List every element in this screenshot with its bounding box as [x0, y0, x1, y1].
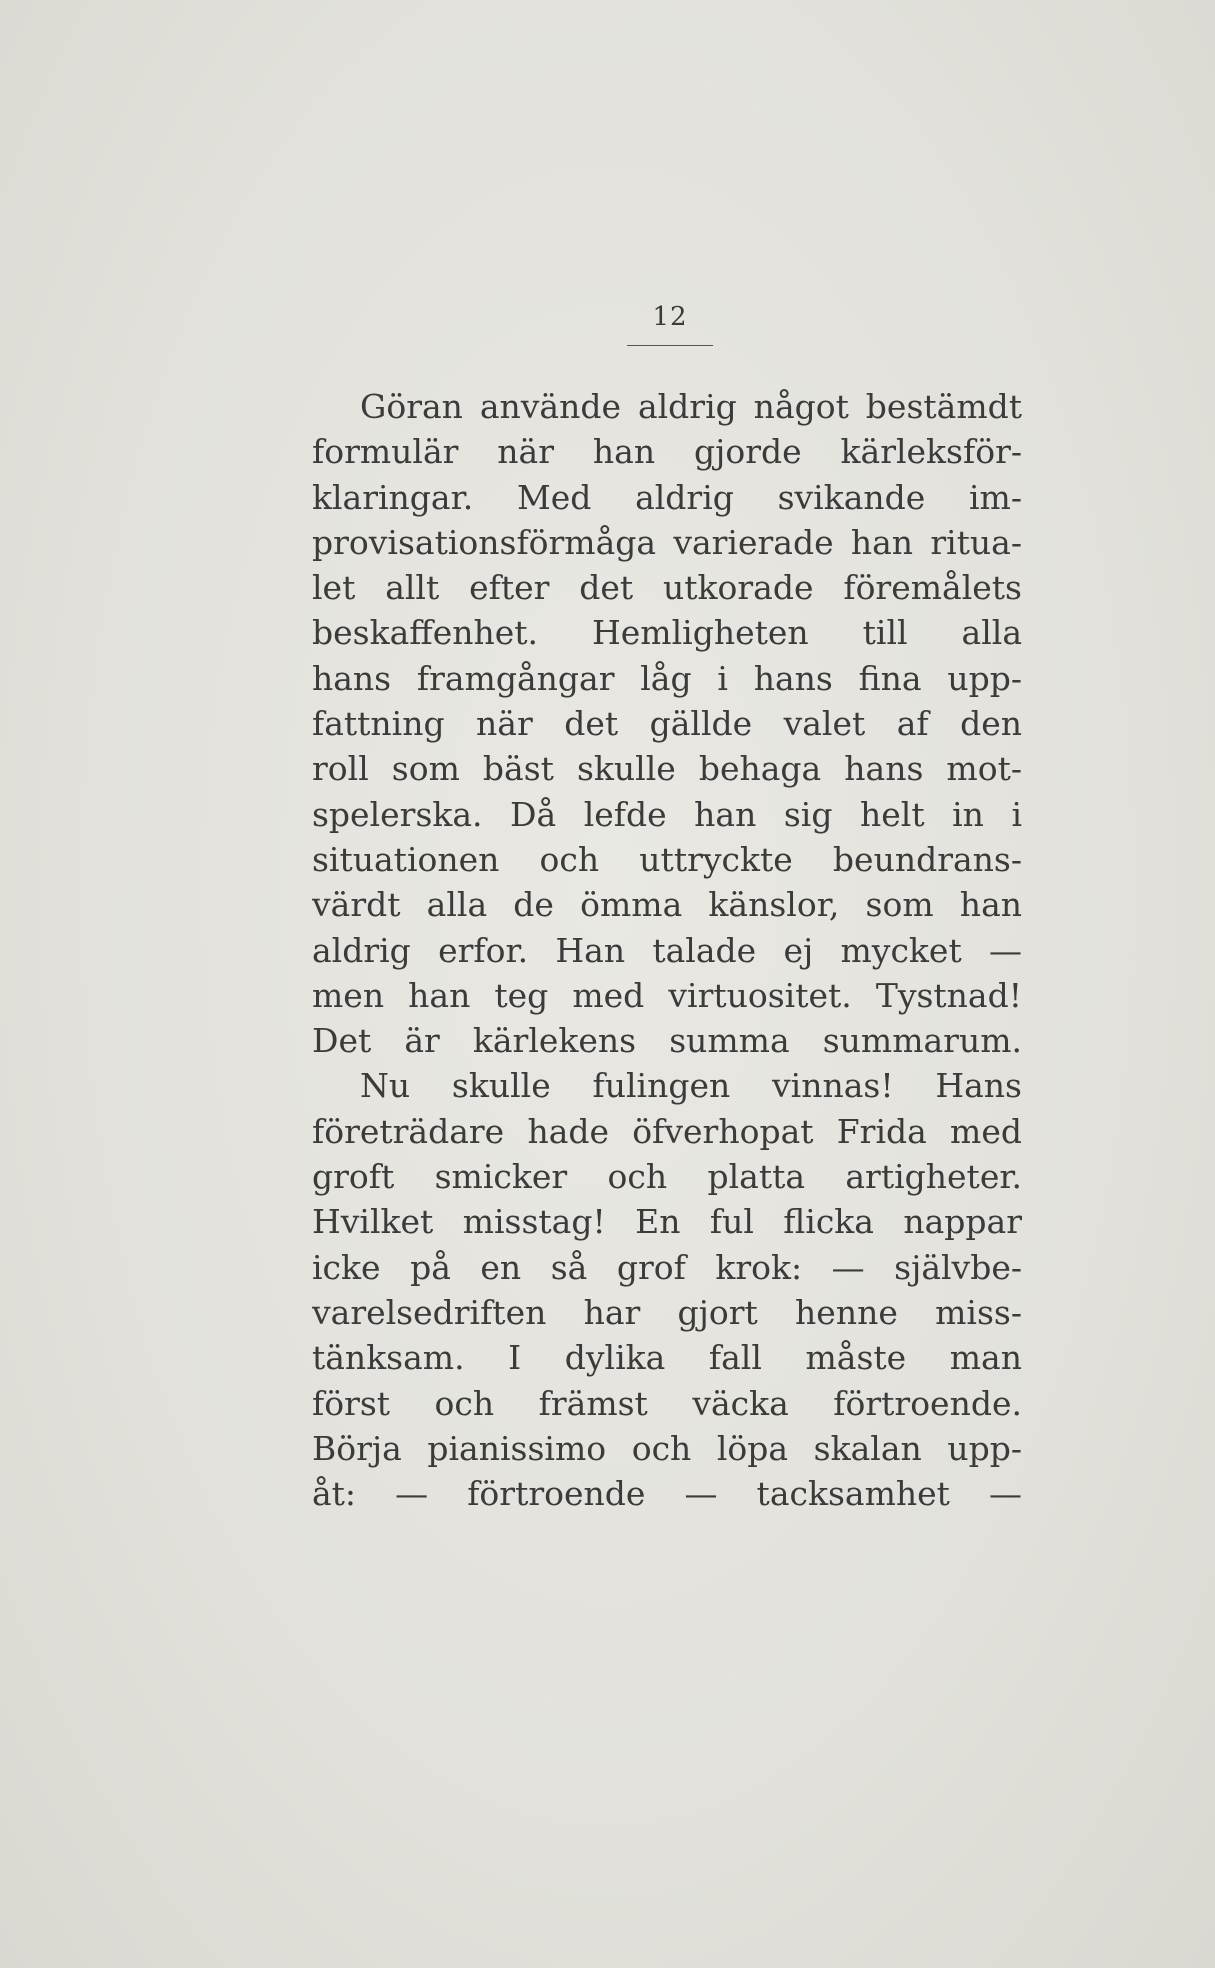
text-line: provisationsförmåga varierade han ritua- [312, 522, 1022, 562]
text-line: varelsedriften har gjort henne miss- [312, 1292, 1022, 1332]
text-line: let allt efter det utkorade föremålets [312, 568, 1022, 608]
body-text [312, 384, 1022, 1516]
text-line: spelerska. Då lefde han sig helt in i [312, 794, 1022, 834]
text-line: Det är kärlekens summa summarum. [312, 1021, 1022, 1061]
text-line: tänksam. I dylika fall måste man [312, 1338, 1022, 1378]
text-line: företrädare hade öfverhopat Frida med [312, 1111, 1022, 1151]
page-number-rule [627, 345, 713, 346]
text-line: åt: — förtroende — tacksamhet — [312, 1474, 1022, 1514]
text-line: fattning när det gällde valet af den [312, 704, 1022, 744]
text-line: Göran använde aldrig något bestämdt [360, 387, 1022, 426]
text-line: aldrig erfor. Han talade ej mycket — [312, 930, 1022, 970]
text-line: Hvilket misstag! En ful flicka nappar [312, 1202, 1022, 1242]
text-line: hans framgångar låg i hans fina upp- [312, 658, 1022, 698]
text-line: formulär när han gjorde kärleksför- [312, 432, 1022, 472]
text-line: roll som bäst skulle behaga hans mot- [312, 749, 1022, 789]
text-line: Börja pianissimo och löpa skalan upp- [312, 1428, 1022, 1468]
text-line: men han teg med virtuositet. Tystnad! [312, 975, 1022, 1015]
text-line: groft smicker och platta artigheter. [312, 1157, 1022, 1197]
text-line: situationen och uttryckte beundrans- [312, 839, 1022, 879]
text-line: Nu skulle fulingen vinnas! Hans [360, 1066, 1022, 1106]
text-line: först och främst väcka förtroende. [312, 1383, 1022, 1423]
text-line: icke på en så grof krok: — självbe- [312, 1247, 1022, 1287]
page-number: 12 [652, 302, 688, 332]
text-line: beskaffenhet. Hemligheten till alla [312, 613, 1022, 653]
text-line: värdt alla de ömma känslor, som han [312, 885, 1022, 925]
text-line: klaringar. Med aldrig svikande im- [312, 477, 1022, 517]
